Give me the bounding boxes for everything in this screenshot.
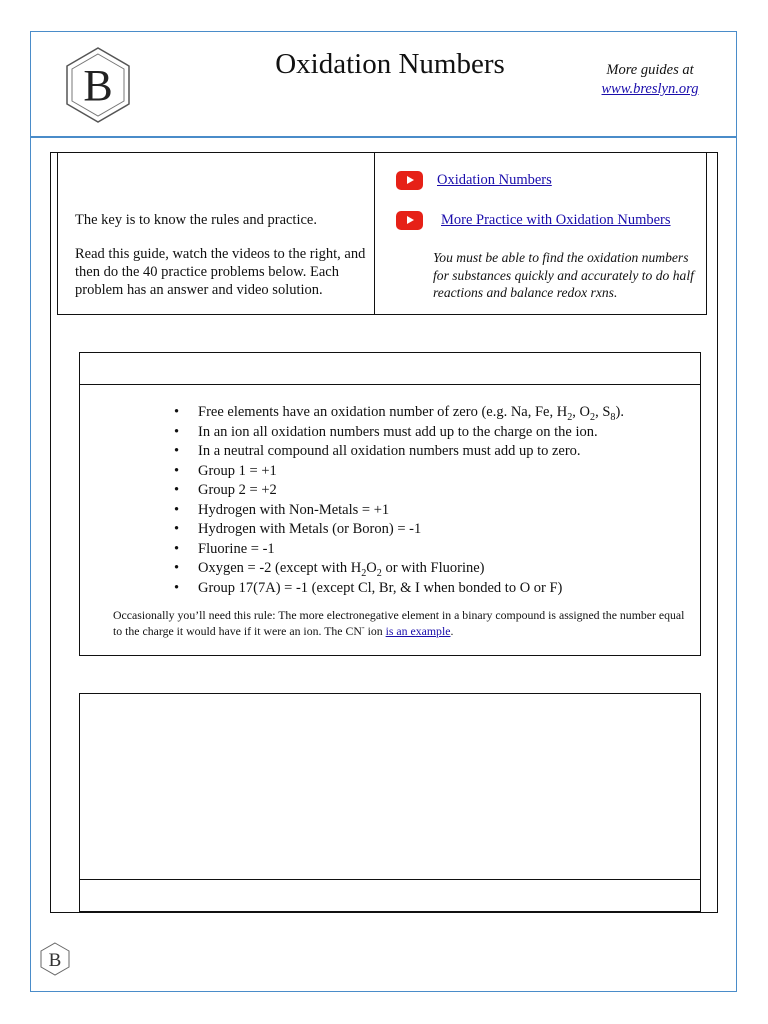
youtube-icon[interactable] <box>396 211 423 230</box>
youtube-icon[interactable] <box>396 171 423 190</box>
footer-logo <box>39 942 71 976</box>
rule-item: • Oxygen = -2 (except with $H_2O_2$ or with Fluorine) <box>174 559 624 579</box>
rule-item: • Group 1 = +1 <box>174 462 624 482</box>
rule-item: • In an ion all oxidation numbers must add up to the charge on the ion. <box>174 423 624 443</box>
rules-list <box>174 403 624 598</box>
electronegativity-note: Occasionally you’ll need this rule: The more electronegative element in a binary compound is assigned the number equal to the charge it would have if it were an ion. The CN- ion is an example. <box>113 608 685 638</box>
rule-item: • In a neutral compound all oxidation numbers must add up to zero. <box>174 442 624 462</box>
intro-paragraph-2: Read this guide, watch the videos to the right, and then do the 40 practice problems below. Each problem has an answer and video solution. <box>75 246 366 298</box>
page-title: Oxidation Numbers <box>275 48 505 80</box>
breslyn-website-link[interactable]: www.breslyn.org <box>601 81 699 97</box>
more-guides-label: More guides at <box>606 62 694 78</box>
intro-paragraph-1: The key is to know the rules and practice. <box>75 212 317 228</box>
video-link-row-2[interactable] <box>396 211 671 230</box>
header-separator <box>30 136 737 138</box>
cn-example-link[interactable]: is an example <box>385 623 451 638</box>
empty-box-line <box>79 879 701 880</box>
rule-item: • Group 17(7A) = -1 (except Cl, Br, & I when bonded to O or F) <box>174 579 624 599</box>
breslyn-logo <box>64 46 132 124</box>
rule-item: • Free elements have an oxidation number of zero (e.g. Na, Fe, $H_2$, $O_2$, $S_8$). <box>174 403 624 423</box>
rules-header-line <box>79 384 701 385</box>
intro-note: You must be able to find the oxidation numbers for substances quickly and accurately to do half reactions and balance redox rxns. <box>433 250 694 300</box>
video-link-row-1[interactable] <box>396 171 552 190</box>
rule-item: • Group 2 = +2 <box>174 481 624 501</box>
footer-logo-letter: B <box>48 950 62 971</box>
logo-letter: B <box>83 61 113 110</box>
rule-item: • Fluorine = -1 <box>174 540 624 560</box>
intro-text <box>75 211 371 315</box>
video-link-more-practice[interactable]: More Practice with Oxidation Numbers <box>441 212 671 228</box>
video-link-oxidation-numbers[interactable]: Oxidation Numbers <box>437 172 552 188</box>
intro-divider <box>374 152 375 314</box>
rule-item: • Hydrogen with Non-Metals = +1 <box>174 501 624 521</box>
more-guides <box>585 61 715 99</box>
rule-item: • Hydrogen with Metals (or Boron) = -1 <box>174 520 624 540</box>
